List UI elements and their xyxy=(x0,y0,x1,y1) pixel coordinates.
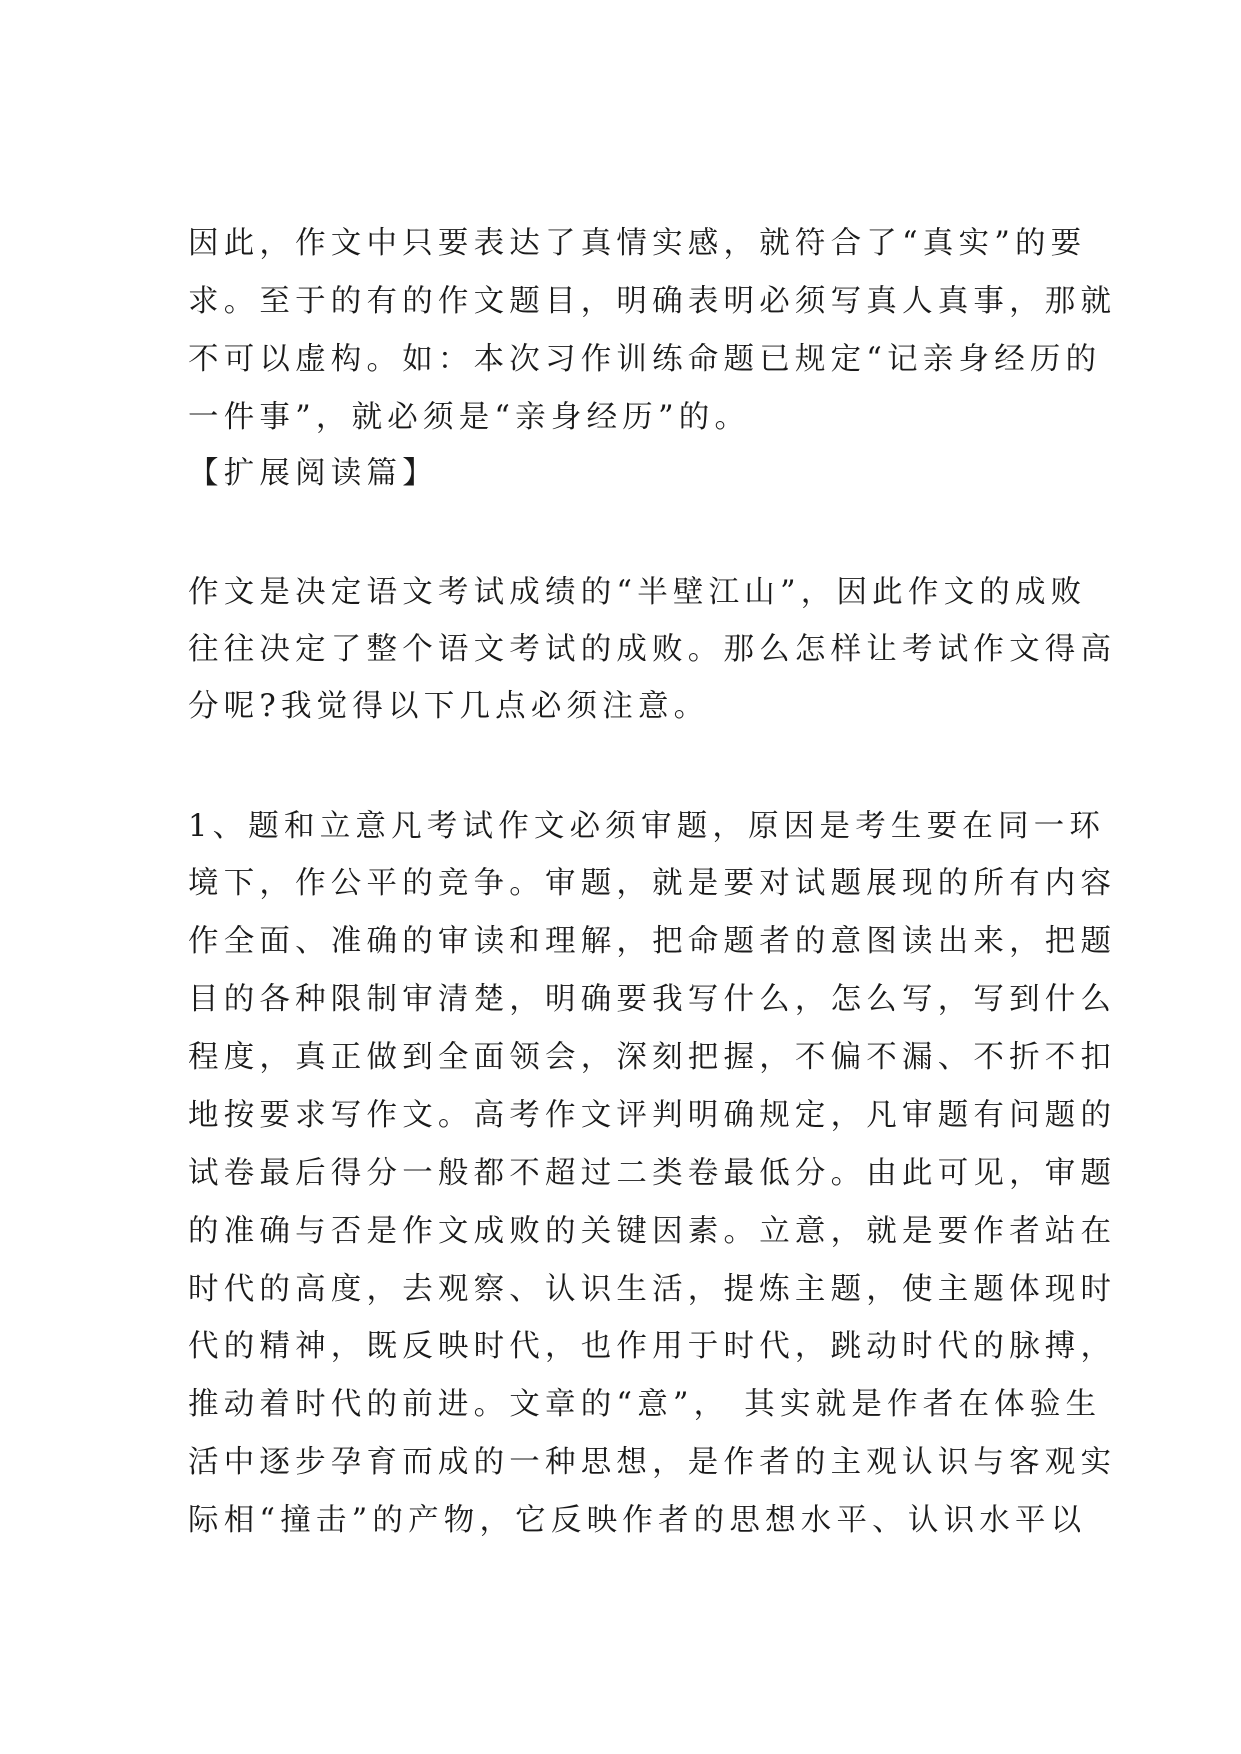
paragraph-1-line-2: 求。至于的有的作文题目，明确表明必须写真人真事，那就 xyxy=(188,284,1117,319)
paragraph-3-line-12: 活中逐步孕育而成的一种思想，是作者的主观认识与客观实 xyxy=(188,1445,1117,1480)
paragraph-3-line-13: 际相“撞击”的产物，它反映作者的思想水平、认识水平以 xyxy=(188,1503,1087,1538)
paragraph-3-line-2: 境下，作公平的竞争。审题，就是要对试题展现的所有内容 xyxy=(188,866,1117,901)
paragraph-2-line-2: 往往决定了整个语文考试的成败。那么怎样让考试作文得高 xyxy=(188,632,1117,667)
paragraph-3-line-3: 作全面、准确的审读和理解，把命题者的意图读出来，把题 xyxy=(188,924,1117,959)
paragraph-3-line-5: 程度，真正做到全面领会，深刻把握，不偏不漏、不折不扣 xyxy=(188,1040,1117,1075)
paragraph-2-line-1: 作文是决定语文考试成绩的“半壁江山”，因此作文的成败 xyxy=(188,575,1087,610)
paragraph-3-line-4: 目的各种限制审清楚，明确要我写什么，怎么写，写到什么 xyxy=(188,982,1117,1017)
paragraph-3-line-6: 地按要求写作文。高考作文评判明确规定，凡审题有问题的 xyxy=(188,1098,1117,1133)
paragraph-3-line-10: 代的精神，既反映时代，也作用于时代，跳动时代的脉搏， xyxy=(188,1329,1117,1364)
paragraph-3-line-8: 的准确与否是作文成败的关键因素。立意，就是要作者站在 xyxy=(188,1214,1117,1249)
section-heading: 【扩展阅读篇】 xyxy=(188,456,438,491)
paragraph-3-line-9: 时代的高度，去观察、认识生活，提炼主题，使主题体现时 xyxy=(188,1272,1117,1307)
paragraph-3-line-11: 推动着时代的前进。文章的“意”， 其实就是作者在体验生 xyxy=(188,1387,1102,1422)
paragraph-1-line-3: 不可以虚构。如：本次习作训练命题已规定“记亲身经历的 xyxy=(188,342,1102,377)
paragraph-2-line-3: 分呢?我觉得以下几点必须注意。 xyxy=(188,689,710,724)
paragraph-3-line-7: 试卷最后得分一般都不超过二类卷最低分。由此可见，审题 xyxy=(188,1156,1117,1191)
paragraph-1-line-1: 因此，作文中只要表达了真情实感，就符合了“真实”的要 xyxy=(188,226,1087,261)
paragraph-1-line-4: 一件事”，就必须是“亲身经历”的。 xyxy=(188,400,751,435)
paragraph-3-line-1: 1、题和立意凡考试作文必须审题，原因是考生要在同一环 xyxy=(188,809,1106,844)
